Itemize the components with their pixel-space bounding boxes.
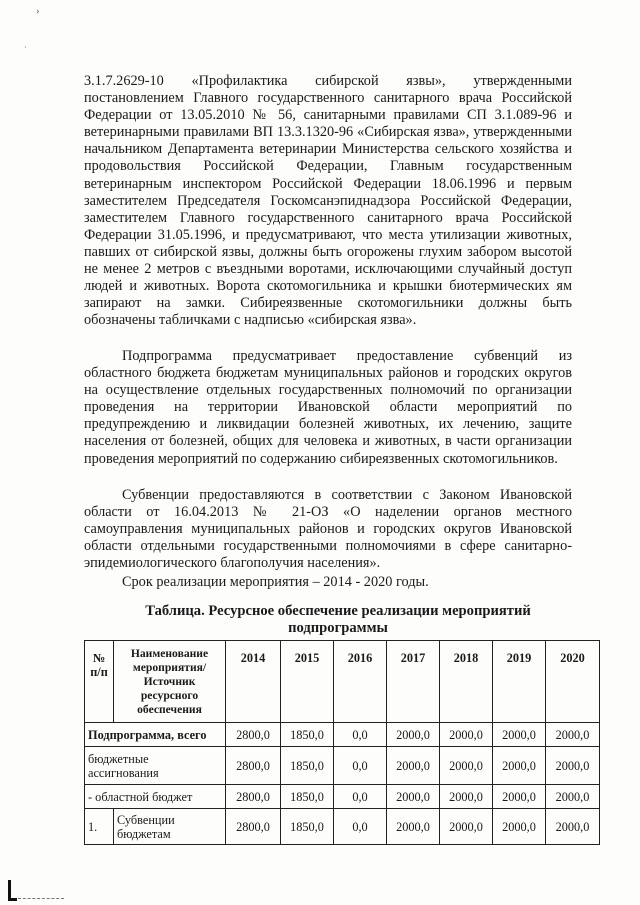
value-cell: 0,0 [334, 785, 387, 809]
value-cell: 2000,0 [546, 723, 600, 747]
value-cell: 2000,0 [546, 747, 600, 785]
value-cell: 2000,0 [387, 785, 440, 809]
header-year: 2018 [440, 641, 493, 723]
scan-speck: › [36, 5, 40, 17]
header-num: № п/п [85, 641, 114, 723]
header-year: 2015 [281, 641, 334, 723]
table-row [85, 723, 600, 747]
value-cell: 2000,0 [440, 785, 493, 809]
value-cell: 2000,0 [440, 723, 493, 747]
header-year: 2019 [493, 641, 546, 723]
resource-table [84, 640, 600, 845]
header-year: 2020 [546, 641, 600, 723]
value-cell: 2000,0 [387, 747, 440, 785]
header-year: 2017 [387, 641, 440, 723]
value-cell: 1850,0 [281, 723, 334, 747]
value-cell: 2800,0 [226, 723, 281, 747]
header-name: Наименование мероприятия/ Источник ресурсного обеспечения [114, 641, 226, 723]
value-cell: 2000,0 [493, 747, 546, 785]
table-header-row [85, 641, 600, 723]
table-title: Таблица. Ресурсное обеспечение реализации мероприятий подпрограммы [145, 603, 531, 636]
value-cell: 2800,0 [226, 809, 281, 845]
header-year: 2014 [226, 641, 281, 723]
scan-dot: · [24, 43, 27, 52]
paragraph-regulations: 3.1.7.2629-10 «Профилактика сибирской язвы», утвержденными постановлением Главного государственного санитарного врача Российской Федерации от 13.05.2010 № 56, санитарными правилами СП 3.1.089-96 и ветеринарными правилами ВП 13.3.1320-96 «Сибирская язва», утвержденными начальником Департамента ветеринарии Министерства сельского хозяйства и продовольствия Российской Федерации, Главным государственным ветеринарным инспектором Российской Федерации 18.06.1996 и первым заместителем Председателя Госкомсанэпиднадзора Российской Федерации, заместителем Главного государственного санитарного врача Российской Федерации 31.05.1996, и предусматривают, что места утилизации животных, павших от сибирской язвы, должны быть огорожены глухим забором высотой не менее 2 метров с въездными воротами, исключающими случайный доступ людей и животных. Ворота скотомогильника и крышки биотермических ям запирают на замки. Сибиреязвенные скотомогильники должны быть обозначены табличками с надписью «сибирская язва». [84, 73, 572, 329]
value-cell: 2800,0 [226, 747, 281, 785]
row-label: Подпрограмма, всего [85, 723, 226, 747]
table-row [85, 809, 600, 845]
paragraph-subprogram: Подпрограмма предусматривает предоставление субвенций из областного бюджета бюджетам муниципальных районов и городских округов на осуществление отдельных государственных полномочий по организации проведения на территории Ивановской области мероприятий по предупреждению и ликвидации болезней животных, их лечению, защите населения от болезней, общих для человека и животных, в части организации проведения мероприятий по содержанию сибиреязвенных скотомогильников. [84, 348, 572, 467]
header-year: 2016 [334, 641, 387, 723]
value-cell: 2000,0 [440, 747, 493, 785]
row-label: - областной бюджет [85, 785, 226, 809]
row-label: Субвенции бюджетам [114, 809, 226, 845]
value-cell: 1850,0 [281, 747, 334, 785]
value-cell: 2000,0 [493, 785, 546, 809]
scan-edge-line [18, 898, 64, 899]
value-cell: 0,0 [334, 809, 387, 845]
value-cell: 2000,0 [546, 809, 600, 845]
value-cell: 2000,0 [387, 723, 440, 747]
row-label: бюджетные ассигнования [85, 747, 226, 785]
scan-corner-mark [8, 880, 17, 901]
paragraph-term: Срок реализации мероприятия – 2014 - 2020 годы. [122, 574, 429, 590]
value-cell: 2000,0 [440, 809, 493, 845]
value-cell: 2000,0 [493, 809, 546, 845]
value-cell: 2800,0 [226, 785, 281, 809]
value-cell: 2000,0 [387, 809, 440, 845]
paragraph-subventions: Субвенции предоставляются в соответствии с Законом Ивановской области от 16.04.2013 № 21-ОЗ «О наделении органов местного самоуправления муниципальных районов и городских округов Ивановской области отдельными государственными полномочиями в сфере санитарно-эпидемиологического благополучия населения». [84, 487, 572, 572]
value-cell: 0,0 [334, 747, 387, 785]
table-row [85, 785, 600, 809]
table-row [85, 747, 600, 785]
row-number: 1. [85, 809, 114, 845]
value-cell: 0,0 [334, 723, 387, 747]
value-cell: 1850,0 [281, 785, 334, 809]
value-cell: 2000,0 [546, 785, 600, 809]
value-cell: 1850,0 [281, 809, 334, 845]
value-cell: 2000,0 [493, 723, 546, 747]
